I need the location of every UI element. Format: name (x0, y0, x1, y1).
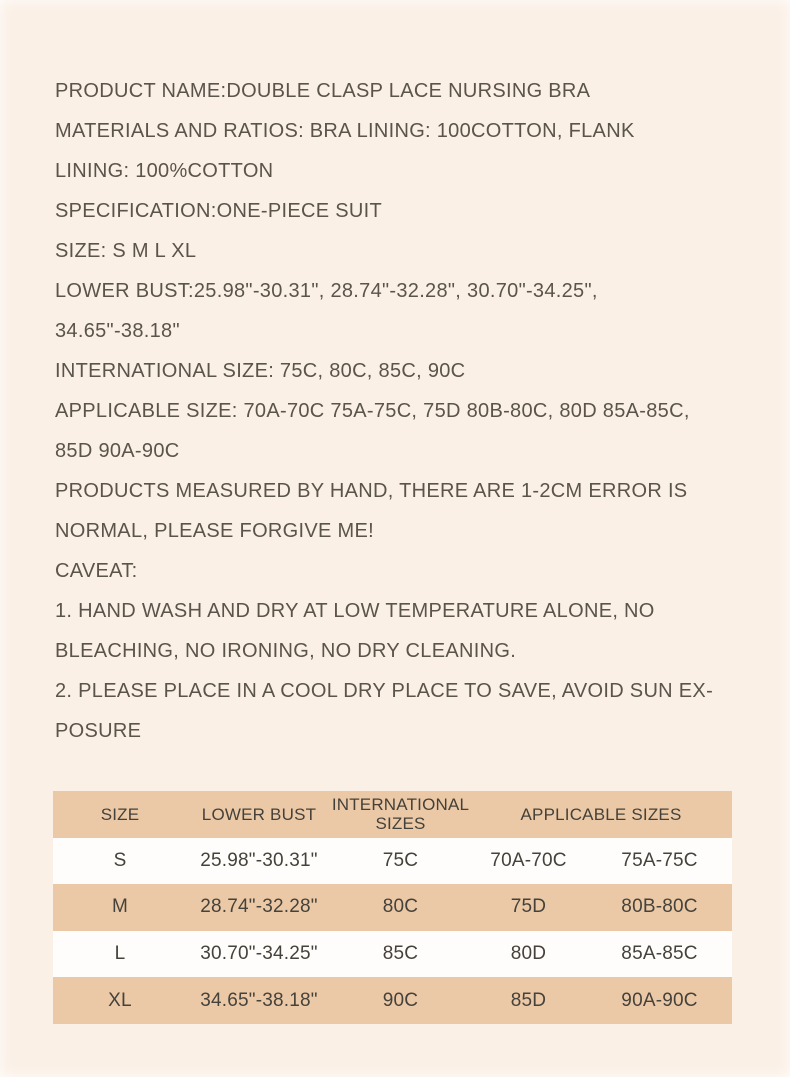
description-line-lower-bust-cont: 34.65"-38.18" (55, 320, 180, 342)
table-row-size-s (53, 838, 732, 885)
cell-applicable-size-2: 75A-75C (621, 849, 698, 871)
table-row-size-l (53, 931, 732, 978)
description-line-care-2-cont: POSURE (55, 720, 142, 742)
size-table-header-row (53, 791, 732, 838)
cell-applicable-size-1: 80D (510, 943, 547, 965)
description-line-lower-bust: LOWER BUST:25.98"-30.31", 28.74"-32.28", 30.70"-34.25", (55, 280, 598, 302)
description-line-care-2: 2. PLEASE PLACE IN A COOL DRY PLACE TO SAVE, AVOID SUN EX- (55, 680, 714, 702)
cell-applicable-size-1: 75D (510, 896, 547, 918)
cell-lower-bust: 28.74"-32.28" (200, 896, 318, 918)
description-line-caveat: CAVEAT: (55, 560, 138, 582)
cell-applicable-size-2: 90A-90C (621, 989, 698, 1011)
size-table (53, 791, 732, 1024)
column-header-size: SIZE (100, 804, 140, 824)
cell-international-size: 75C (382, 849, 419, 871)
cell-size: M (111, 896, 129, 918)
description-line-specification: SPECIFICATION:ONE-PIECE SUIT (55, 200, 382, 222)
cell-applicable-size-2: 85A-85C (621, 943, 698, 965)
product-description (55, 71, 713, 751)
table-row-size-m (53, 884, 732, 931)
cell-size: S (113, 849, 127, 871)
description-line-care-1-cont: BLEACHING, NO IRONING, NO DRY CLEANING. (55, 640, 517, 662)
column-header-applicable-sizes: APPLICABLE SIZES (520, 804, 682, 824)
description-line-applicable-size-cont: 85D 90A-90C (55, 440, 180, 462)
description-line-international-size: INTERNATIONAL SIZE: 75C, 80C, 85C, 90C (55, 360, 466, 382)
cell-applicable-size-1: 85D (510, 989, 547, 1011)
cell-international-size: 80C (382, 896, 419, 918)
cell-applicable-size-1: 70A-70C (490, 849, 567, 871)
description-line-size: SIZE: S M L XL (55, 240, 197, 262)
cell-international-size: 85C (382, 943, 419, 965)
column-header-international-sizes: INTERNATIONAL SIZES (331, 794, 470, 834)
cell-lower-bust: 30.70"-34.25" (200, 943, 318, 965)
cell-applicable-size-2: 80B-80C (621, 896, 698, 918)
description-line-applicable-size: APPLICABLE SIZE: 70A-70C 75A-75C, 75D 80B-80C, 80D 85A-85C, (55, 400, 690, 422)
description-line-care-1: 1. HAND WASH AND DRY AT LOW TEMPERATURE ALONE, NO (55, 600, 655, 622)
description-line-lining: LINING: 100%COTTON (55, 160, 274, 182)
description-line-materials: MATERIALS AND RATIOS: BRA LINING: 100COTTON, FLANK (55, 120, 635, 142)
cell-lower-bust: 25.98"-30.31" (200, 849, 318, 871)
cell-international-size: 90C (382, 989, 419, 1011)
description-line-measure-note: PRODUCTS MEASURED BY HAND, THERE ARE 1-2CM ERROR IS (55, 480, 688, 502)
description-line-product-name: PRODUCT NAME:DOUBLE CLASP LACE NURSING BRA (55, 80, 591, 102)
table-row-size-xl (53, 977, 732, 1024)
cell-size: L (114, 943, 126, 965)
column-header-lower-bust: LOWER BUST (201, 804, 317, 824)
description-line-measure-note-cont: NORMAL, PLEASE FORGIVE ME! (55, 520, 374, 542)
cell-size: XL (108, 989, 132, 1011)
cell-lower-bust: 34.65"-38.18" (200, 989, 318, 1011)
